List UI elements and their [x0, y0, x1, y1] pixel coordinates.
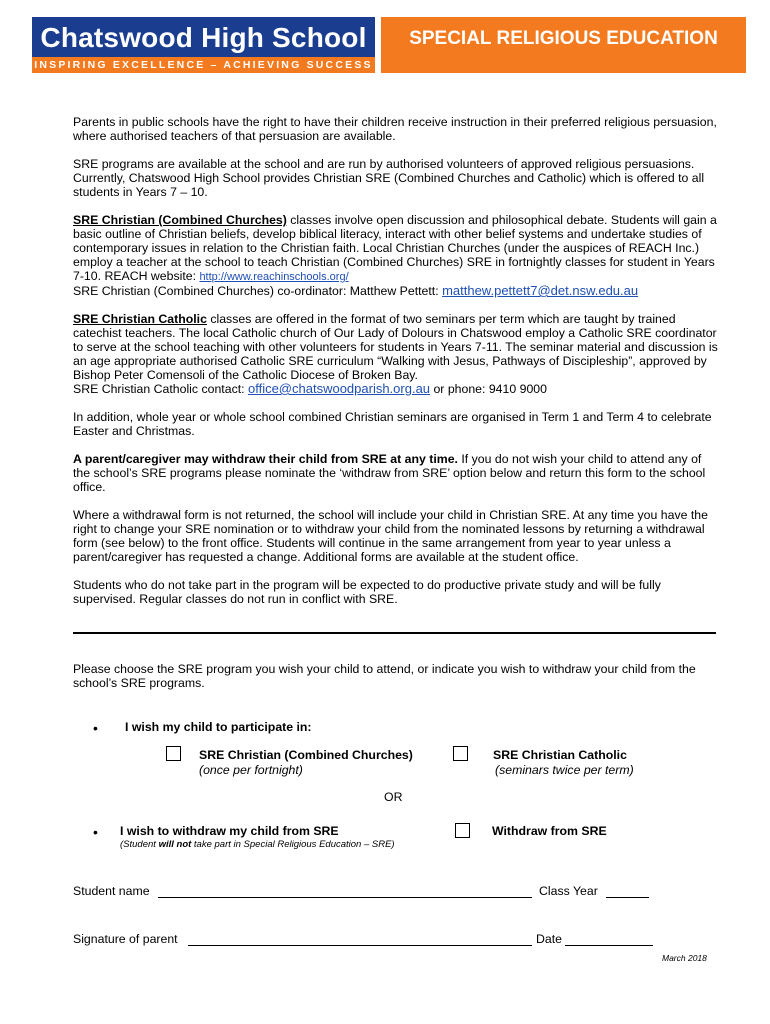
page-title: SPECIAL RELIGIOUS EDUCATION — [409, 28, 718, 49]
option-catholic-note: (seminars twice per term) — [495, 763, 634, 777]
intro-paragraph-2: SRE programs are available at the school and are run by authorised volunteers of approved religious persuasions. Currently, Chatswood High School provides Christian SRE (Combined Churches and Catholic) which is offered to all students in Years 7 – 10. — [73, 157, 705, 199]
withdraw-note-emphasis: will not — [158, 839, 192, 850]
withdraw-checkbox[interactable] — [455, 823, 470, 838]
class-year-label: Class Year — [539, 884, 598, 898]
catholic-body: classes are offered in the format of two seminars per term which are taught by trained catechist teachers. The local Catholic church of Our Lady of Dolours in Chatswood employ a Catholic SRE coordinator to serve at the school teaching with other volunteers for students in Years 7-11. The seminar material and discussion is an age appropriate authorised Catholic SRE curriculum “Walking with Jesus, Pathways of Discipleship”, approved by Bishop Peter Comensoli of the Catholic Diocese of Broken Bay. — [73, 312, 718, 382]
combined-churches-paragraph — [73, 213, 718, 298]
withdraw-option-label: Withdraw from SRE — [492, 824, 607, 838]
section-divider — [73, 632, 716, 634]
seminars-paragraph: In addition, whole year or whole school combined Christian seminars are organised in Term 1 and Term 4 to celebrate Easter and Christmas. — [73, 410, 712, 438]
withdraw-note — [120, 839, 395, 850]
withdraw-note-start: (Student — [120, 839, 159, 850]
student-name-field[interactable] — [158, 897, 532, 898]
information-section — [73, 115, 718, 620]
student-name-label: Student name — [73, 884, 150, 898]
combined-churches-checkbox[interactable] — [166, 746, 181, 761]
logo-name-band — [32, 17, 375, 59]
catholic-heading: SRE Christian Catholic — [73, 312, 207, 326]
school-name: Chatswood High School — [40, 22, 367, 53]
date-label: Date — [536, 932, 562, 946]
option-combined-note: (once per fortnight) — [199, 763, 303, 777]
header-banner — [24, 17, 746, 73]
catholic-contact-email-link[interactable]: office@chatswoodparish.org.au — [247, 381, 431, 396]
class-year-field[interactable] — [606, 897, 649, 898]
withdraw-paragraph — [73, 452, 718, 494]
school-logo — [24, 17, 381, 73]
signature-label: Signature of parent — [73, 932, 178, 946]
catholic-phone: or phone: 9410 9000 — [430, 382, 547, 396]
withdraw-body: If you do not wish your child to attend any of the school’s SRE programs please nominate the ‘withdraw from SRE’ option below and return this form to the school office. — [73, 452, 706, 494]
title-box — [381, 17, 746, 73]
bullet-withdraw: • — [93, 824, 98, 840]
withdraw-label: I wish to withdraw my child from SRE — [120, 824, 339, 838]
intro-paragraph-1: Parents in public schools have the right to have their children receive instruction in their preferred religious persuasion, where authorised teachers of that persuasion are available. — [73, 115, 717, 143]
participate-label: I wish my child to participate in: — [125, 720, 312, 734]
reach-website-link[interactable]: http://www.reachinschools.org/ — [199, 271, 349, 283]
form-instruction: Please choose the SRE program you wish your child to attend, or indicate you wish to withdraw your child from the school’s SRE programs. — [73, 662, 696, 690]
withdraw-statement: A parent/caregiver may withdraw their child from SRE at any time. — [73, 452, 458, 466]
date-field[interactable] — [565, 945, 653, 946]
catholic-contact-label: SRE Christian Catholic contact: — [73, 382, 248, 396]
combined-churches-heading: SRE Christian (Combined Churches) — [73, 213, 287, 227]
withdraw-note-end: take part in Special Religious Education – SRE) — [191, 839, 395, 850]
catholic-paragraph — [73, 312, 718, 396]
catholic-checkbox[interactable] — [453, 746, 468, 761]
combined-churches-body: classes involve open discussion and philosophical debate. Students will gain a basic outline of Christian beliefs, develop biblical literacy, interact with other belief systems and undertake studies of contemporary issues in relation to the Christian faith. Local Christian Churches (under the auspices of REACH Inc.) employ a teacher at the school to teach Christian (Combined Churches) SRE in fortnightly classes for student in Years 7-10. REACH website: — [73, 213, 717, 283]
private-study-paragraph: Students who do not take part in the program will be expected to do productive private study and will be fully supervised. Regular classes do not run in conflict with SRE. — [73, 578, 661, 606]
school-tagline: INSPIRING EXCELLENCE – ACHIEVING SUCCESS — [34, 59, 373, 71]
option-combined-label: SRE Christian (Combined Churches) — [199, 748, 413, 762]
revision-date: March 2018 — [662, 953, 707, 963]
coordinator-label: SRE Christian (Combined Churches) co-ordinator: Matthew Pettett: — [73, 284, 443, 298]
withdrawal-form-paragraph: Where a withdrawal form is not returned, the school will include your child in Christian SRE. At any time you have the right to change your SRE nomination or to withdraw your child from the nominated lessons by returning a withdrawal form (see below) to the front office. Students will continue in the same arrangement from year to year unless a parent/caregiver has requested a change. Additional forms are available at the student office. — [73, 508, 708, 564]
coordinator-email-link[interactable]: matthew.pettett7@det.nsw.edu.au — [442, 283, 639, 298]
bullet-participate: • — [93, 720, 98, 736]
signature-field[interactable] — [188, 945, 532, 946]
option-catholic-label: SRE Christian Catholic — [493, 748, 627, 762]
or-separator: OR — [384, 790, 403, 804]
logo-tagline-band — [32, 57, 375, 73]
